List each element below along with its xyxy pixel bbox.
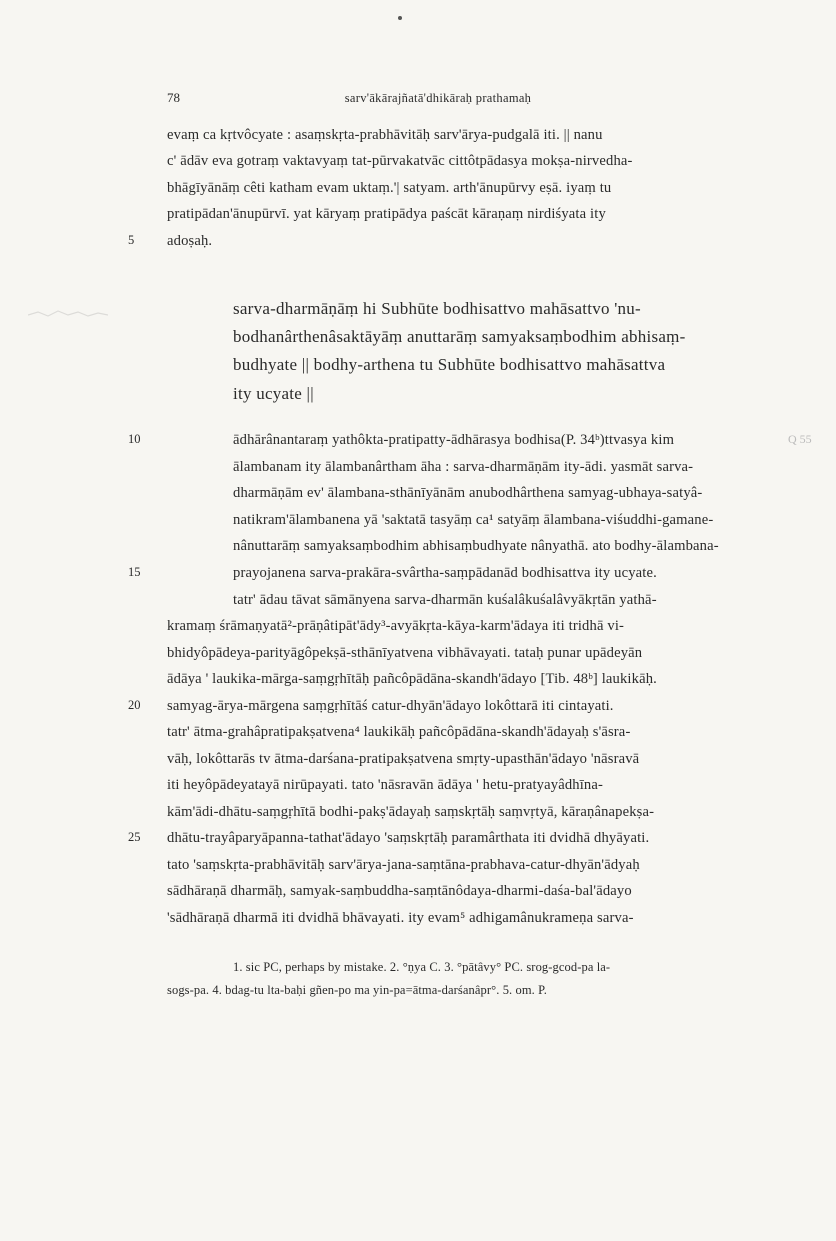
- margin-smudge: [28, 309, 108, 319]
- text-line: kramaṃ śrāmaṇyatā²-prāṇâtipāt'ādy³-avyākṛta-kāya-karm'ādaya iti tridhā vi-: [167, 618, 625, 634]
- text-line: c' ādāv eva gotraṃ vaktavyaṃ tat-pūrvakatvāc cittôtpādasya mokṣa-nirvedha-: [167, 153, 633, 169]
- sutra-line: bodhanârthenâsaktāyāṃ anuttarāṃ samyaksaṃbodhim abhisaṃ-: [233, 327, 686, 346]
- text-line: prayojanena sarva-prakāra-svârtha-saṃpādanād bodhisattva ity ucyate.: [233, 565, 657, 581]
- text-line: pratipādan'ānupūrvī. yat kāryaṃ pratipādya paścāt kāraṇaṃ nirdiśyata ity: [167, 206, 606, 222]
- text-line: tatr' ātma-grahâpratipakṣatvena⁴ laukikāḥ pañcôpādāna-skandh'ādayaḥ s'āsra-: [167, 724, 631, 740]
- text-line: vāḥ, lokôttarās tv ātma-darśana-pratipakṣatvena smṛty-upasthān'ādayo 'nāsravā: [167, 751, 640, 767]
- text-line: bhāgīyānāṃ cêti katham evam uktaṃ.'| satyam. arth'ānupūrvy eṣā. iyaṃ tu: [167, 180, 612, 196]
- margin-note: Q 55: [788, 432, 812, 446]
- text-line: sādhāraṇā dharmāḥ, samyak-saṃbuddha-saṃtānôdaya-dharmi-daśa-bal'ādayo: [167, 883, 632, 899]
- sutra-line: budhyate || bodhy-arthena tu Subhūte bodhisattvo mahāsattva: [233, 355, 666, 374]
- footnote-line: 1. sic PC, perhaps by mistake. 2. °ṇya C. 3. °pātâvy° PC. srog-gcod-pa la-: [233, 960, 611, 974]
- line-number: 10: [128, 432, 141, 446]
- text-line: kām'ādi-dhātu-saṃgṛhītā bodhi-pakṣ'ādayaḥ saṃskṛtāḥ saṃvṛtyā, kāraṇânapekṣa-: [167, 804, 655, 820]
- line-number: 20: [128, 698, 141, 712]
- text-line: samyag-ārya-mārgena saṃgṛhītāś catur-dhyān'ādayo lokôttarā iti cintayati.: [167, 698, 614, 714]
- text-line: ādhārânantaraṃ yathôkta-pratipatty-ādhārasya bodhisa(P. 34ᵇ)ttvasya kim: [233, 432, 675, 448]
- text-line: ālambanam ity ālambanârtham āha : sarva-dharmāṇām ity-ādi. yasmāt sarva-: [233, 459, 694, 475]
- text-line: natikram'ālambanena yā 'saktatā tasyāṃ ca¹ satyāṃ ālambana-viśuddhi-gamane-: [233, 512, 714, 528]
- text-line: tatr' ādau tāvat sāmānyena sarva-dharmān kuśalâkuśalâvyākṛtān yathā-: [233, 592, 657, 608]
- text-line: bhidyôpādeya-parityāgôpekṣā-sthānīyatvena vibhāvayati. tataḥ punar upādeyān: [167, 645, 643, 661]
- page-number: 78: [167, 90, 180, 105]
- sutra-line: ity ucyate ||: [233, 384, 314, 403]
- sutra-line: sarva-dharmāṇāṃ hi Subhūte bodhisattvo mahāsattvo 'nu-: [233, 299, 641, 318]
- text-line: nânuttarāṃ samyaksaṃbodhim abhisaṃbudhyate nânyathā. ato bodhy-ālambana-: [233, 538, 719, 554]
- text-line: dhātu-trayâparyāpanna-tathat'ādayo 'saṃskṛtāḥ paramârthata iti dvidhā dhyāyati.: [167, 830, 650, 846]
- text-line: ādāya ' laukika-mārga-saṃgṛhītāḥ pañcôpādāna-skandh'ādayo [Tib. 48ᵇ] laukikāḥ.: [167, 671, 657, 687]
- line-number: 5: [128, 233, 135, 247]
- text-line: tato 'saṃskṛta-prabhāvitāḥ sarv'ārya-jana-saṃtāna-prabhava-catur-dhyān'ādyaḥ: [167, 857, 640, 873]
- text-line: adoṣaḥ.: [167, 233, 213, 249]
- footnote-line: sogs-pa. 4. bdag-tu lta-baḥi gñen-po ma yin-pa=ātma-darśanâpr°. 5. om. P.: [167, 983, 548, 997]
- speck: [398, 16, 402, 20]
- text-line: evaṃ ca kṛtvôcyate : asaṃskṛta-prabhāvitāḥ sarv'ārya-pudgalā iti. || nanu: [167, 127, 603, 143]
- text-line: iti heyôpādeyatayā nirūpayati. tato 'nāsravān ādāya ' hetu-pratyayâdhīna-: [167, 777, 603, 793]
- line-number: 25: [128, 830, 141, 844]
- text-line: dharmāṇām ev' ālambana-sthānīyānām anubodhârthena samyag-ubhaya-satyâ-: [233, 485, 703, 501]
- line-number: 15: [128, 565, 141, 579]
- text-line: 'sādhāraṇā dharmā iti dvidhā bhāvayati. ity evam⁵ adhigamânukrameṇa sarva-: [167, 910, 634, 926]
- running-head: sarv'ākārajñatā'dhikāraḥ prathamaḥ: [344, 91, 532, 105]
